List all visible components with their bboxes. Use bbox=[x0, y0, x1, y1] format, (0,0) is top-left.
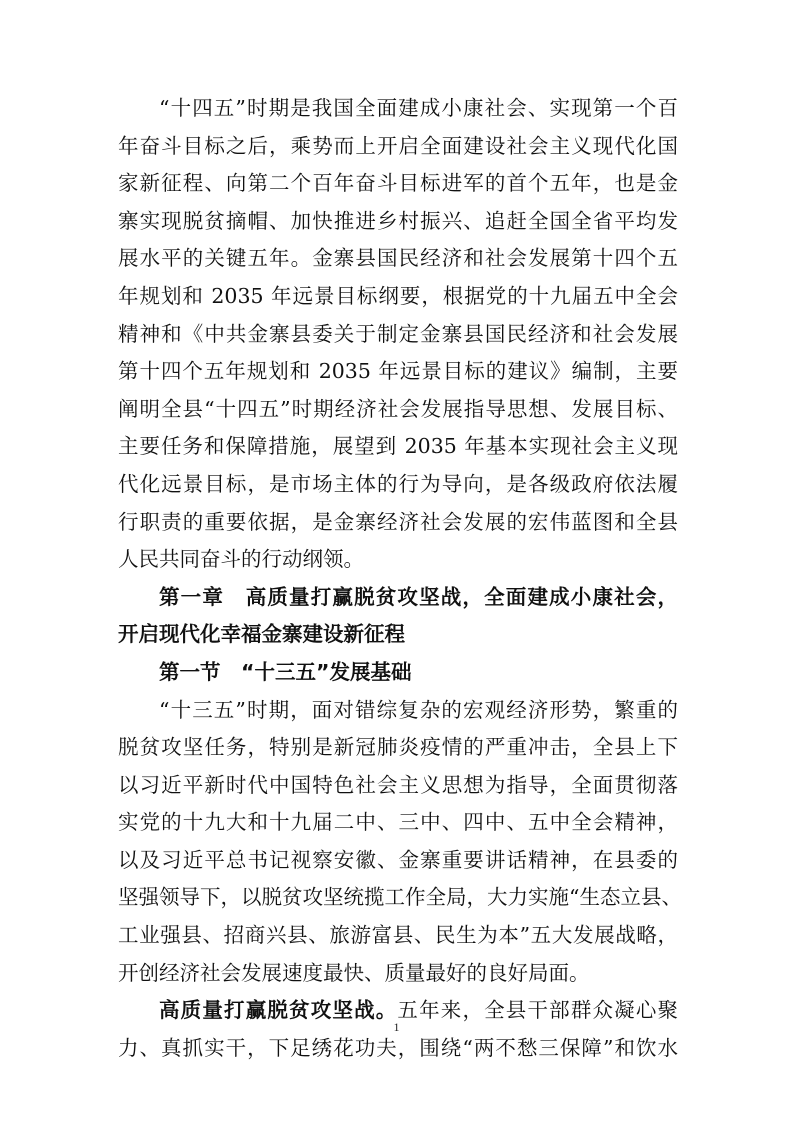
chapter-title-line-1: 第一章 高质量打赢脱贫攻坚战，全面建成小康社会， bbox=[159, 584, 678, 609]
section-line-3: 以习近平新时代中国特色社会主义思想为指导，全面贯彻落 bbox=[118, 772, 678, 797]
intro-line-9: 阐明全县“十四五”时期经济社会发展指导思想、发展目标、 bbox=[118, 396, 678, 421]
intro-line-5: 展水平的关键五年。金寨县国民经济和社会发展第十四个五 bbox=[118, 246, 678, 271]
chapter-title-line-2: 开启现代化幸福金寨建设新征程 bbox=[118, 622, 405, 647]
intro-line-11: 代化远景目标，是市场主体的行为导向，是各级政府依法履 bbox=[118, 471, 678, 496]
document-body bbox=[118, 90, 682, 1067]
section-line-6: 坚强领导下，以脱贫攻坚统揽工作全局，大力实施“生态立县、 bbox=[118, 885, 682, 910]
intro-line-12: 行职责的重要依据，是金寨经济社会发展的宏伟蓝图和全县 bbox=[118, 509, 678, 534]
intro-line-10: 主要任务和保障措施，展望到 2035 年基本实现社会主义现 bbox=[118, 434, 678, 459]
poverty-lead: 高质量打赢脱贫攻坚战。 bbox=[159, 998, 398, 1023]
intro-line-6: 年规划和 2035 年远景目标纲要，根据党的十九届五中全会 bbox=[118, 283, 678, 308]
section-line-5: 以及习近平总书记视察安徽、金寨重要讲话精神，在县委的 bbox=[118, 847, 678, 872]
intro-line-8: 第十四个五年规划和 2035 年远景目标的建议》编制，主要 bbox=[118, 359, 678, 384]
section-title: 第一节 “十三五”发展基础 bbox=[159, 659, 412, 684]
intro-line-1: “十四五”时期是我国全面建成小康社会、实现第一个百 bbox=[159, 96, 678, 120]
page-number: 1 bbox=[393, 1020, 400, 1034]
section-line-1: “十三五”时期，面对错综复杂的宏观经济形势，繁重的 bbox=[159, 697, 678, 722]
intro-line-4: 寨实现脱贫摘帽、加快推进乡村振兴、追赶全国全省平均发 bbox=[118, 208, 678, 233]
section-line-4: 实党的十九大和十九届二中、三中、四中、五中全会精神， bbox=[118, 810, 678, 835]
poverty-rest: 五年来，全县干部群众凝心聚 bbox=[397, 998, 679, 1023]
intro-line-3: 家新征程、向第二个百年奋斗目标进军的首个五年，也是金 bbox=[118, 171, 678, 196]
intro-line-2: 年奋斗目标之后，乘势而上开启全面建设社会主义现代化国 bbox=[118, 133, 678, 158]
poverty-line-2: 力、真抓实干，下足绣花功夫，围绕“两不愁三保障”和饮水 bbox=[118, 1035, 678, 1060]
section-line-8: 开创经济社会发展速度最快、质量最好的良好局面。 bbox=[118, 960, 590, 985]
intro-line-7: 精神和《中共金寨县委关于制定金寨县国民经济和社会发展 bbox=[118, 321, 678, 346]
section-line-2: 脱贫攻坚任务，特别是新冠肺炎疫情的严重冲击，全县上下 bbox=[118, 735, 678, 760]
section-line-7: 工业强县、招商兴县、旅游富县、民生为本”五大发展战略， bbox=[118, 923, 678, 948]
intro-line-13: 人民共同奋斗的行动纲领。 bbox=[118, 547, 364, 572]
